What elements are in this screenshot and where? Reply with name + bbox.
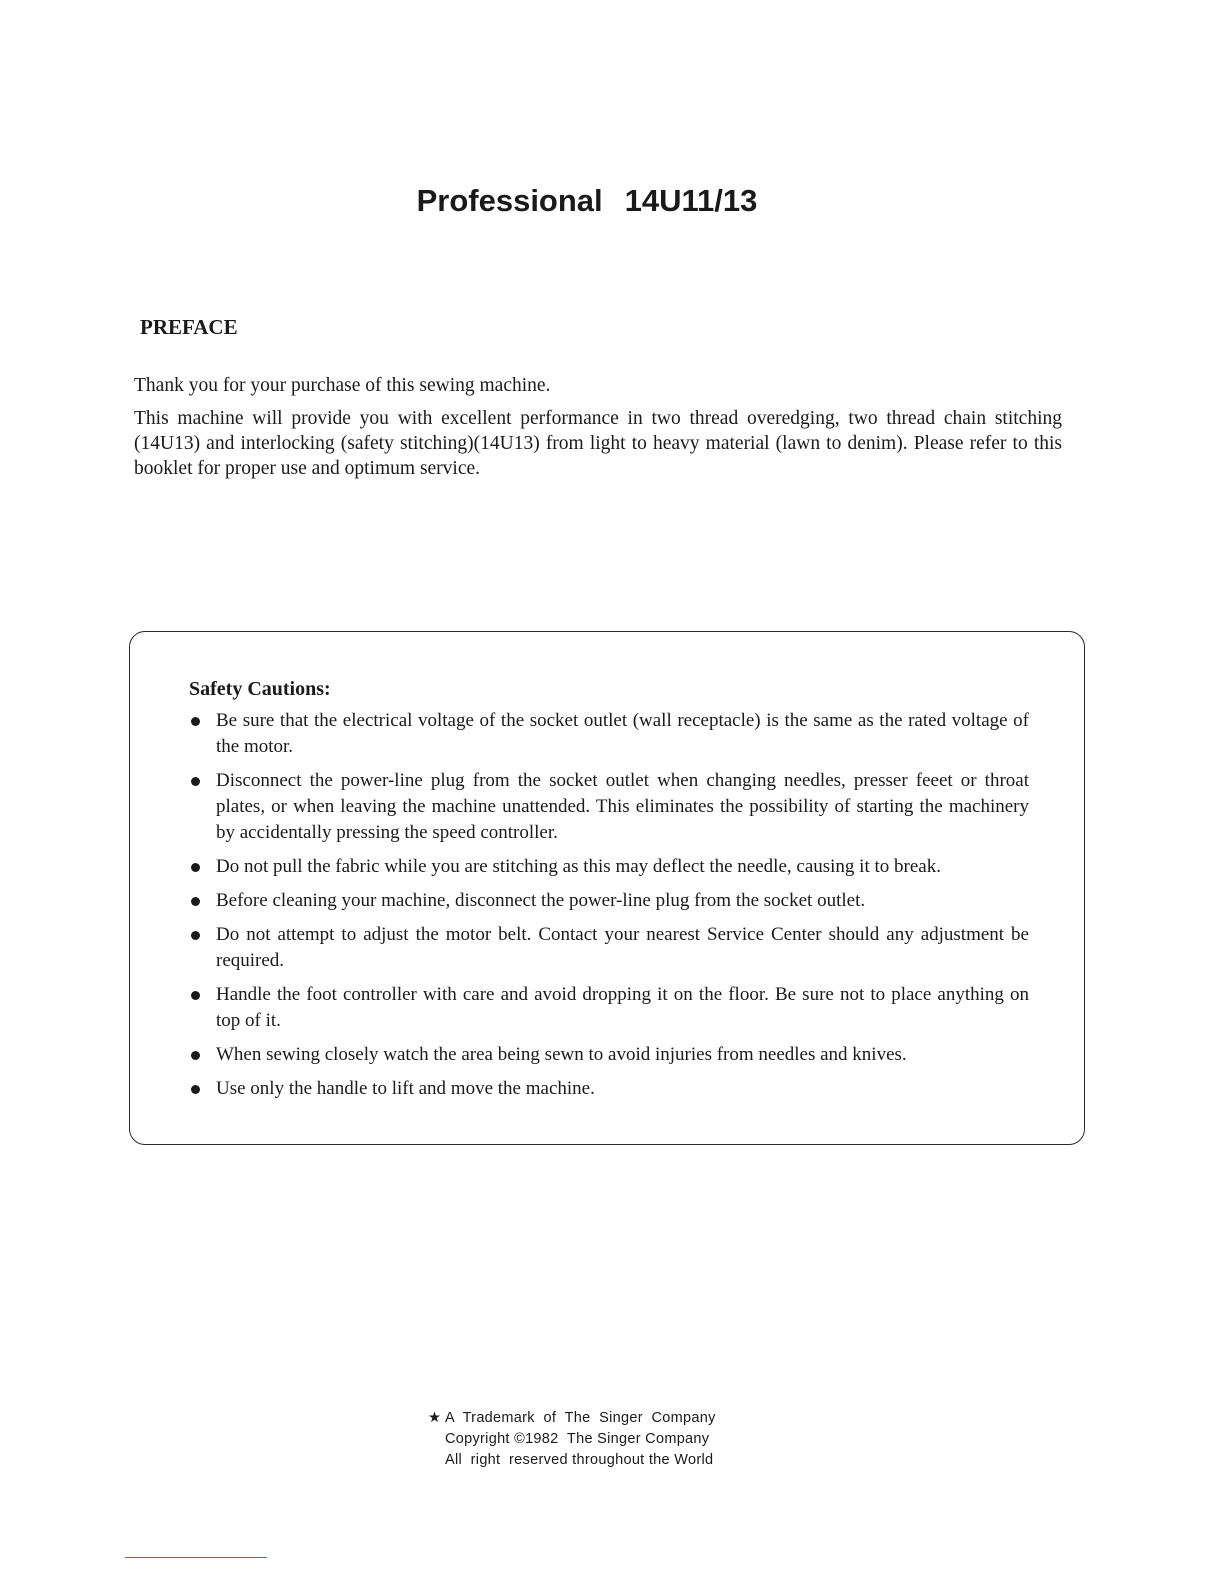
bullet-icon (191, 863, 200, 872)
preface-paragraph: Thank you for your purchase of this sewing machine. (134, 375, 551, 396)
star-icon: ★ (428, 1410, 442, 1426)
rights-line: All right reserved throughout the World (445, 1452, 714, 1468)
caution-text: Use only the handle to lift and move the machine. (216, 1078, 595, 1099)
bullet-icon (191, 897, 200, 906)
safety-cautions-list (189, 708, 1029, 1110)
bullet-icon (191, 991, 200, 1000)
caution-text: Before cleaning your machine, disconnect the power-line plug from the socket outlet. (216, 890, 866, 911)
preface-body (134, 373, 1062, 489)
preface-heading: PREFACE (140, 315, 238, 339)
list-item (189, 854, 1029, 880)
bullet-icon (191, 777, 200, 786)
list-item (189, 768, 1029, 846)
list-item (189, 1042, 1029, 1068)
copyright-line: Copyright ©1982 The Singer Company (445, 1431, 710, 1447)
trademark-line (428, 1408, 716, 1429)
bullet-icon (191, 717, 200, 726)
trademark-text: A Trademark of The Singer Company (445, 1410, 716, 1426)
caution-text: Do not pull the fabric while you are stitching as this may deflect the needle, causing it to break. (216, 856, 941, 877)
caution-text: Do not attempt to adjust the motor belt. Contact your nearest Service Center should any adjustment be required. (216, 924, 1029, 971)
list-item (189, 888, 1029, 914)
preface-paragraph: This machine will provide you with excellent performance in two thread overedging, two thread chain stitching (14U13) and interlocking (safety stitching)(14U13) from light to heavy material (lawn to denim). Please refer to this booklet for proper use and optimum service. (134, 408, 1062, 479)
page-title (0, 183, 1174, 219)
caution-text: Handle the foot controller with care and avoid dropping it on the floor. Be sure not to place anything on top of it. (216, 984, 1029, 1031)
list-item (189, 982, 1029, 1034)
bullet-icon (191, 931, 200, 940)
title-brand: Professional (416, 183, 603, 218)
bullet-icon (191, 1051, 200, 1060)
caution-text: Disconnect the power-line plug from the socket outlet when changing needles, presser feeet or throat plates, or when leaving the machine unattended. This eliminates the possibility of starting the machinery by accidentally pressing the speed controller. (216, 770, 1029, 843)
caution-text: When sewing closely watch the area being sewn to avoid injuries from needles and knives. (216, 1044, 907, 1065)
footer-notice (428, 1408, 716, 1471)
list-item (189, 708, 1029, 760)
bullet-icon (191, 1085, 200, 1094)
caution-text: Be sure that the electrical voltage of the socket outlet (wall receptacle) is the same as the rated voltage of the motor. (216, 710, 1029, 757)
title-model: 14U11/13 (624, 183, 758, 218)
safety-cautions-title: Safety Cautions: (189, 678, 331, 700)
list-item (189, 1076, 1029, 1102)
list-item (189, 922, 1029, 974)
bottom-rule (125, 1557, 267, 1558)
